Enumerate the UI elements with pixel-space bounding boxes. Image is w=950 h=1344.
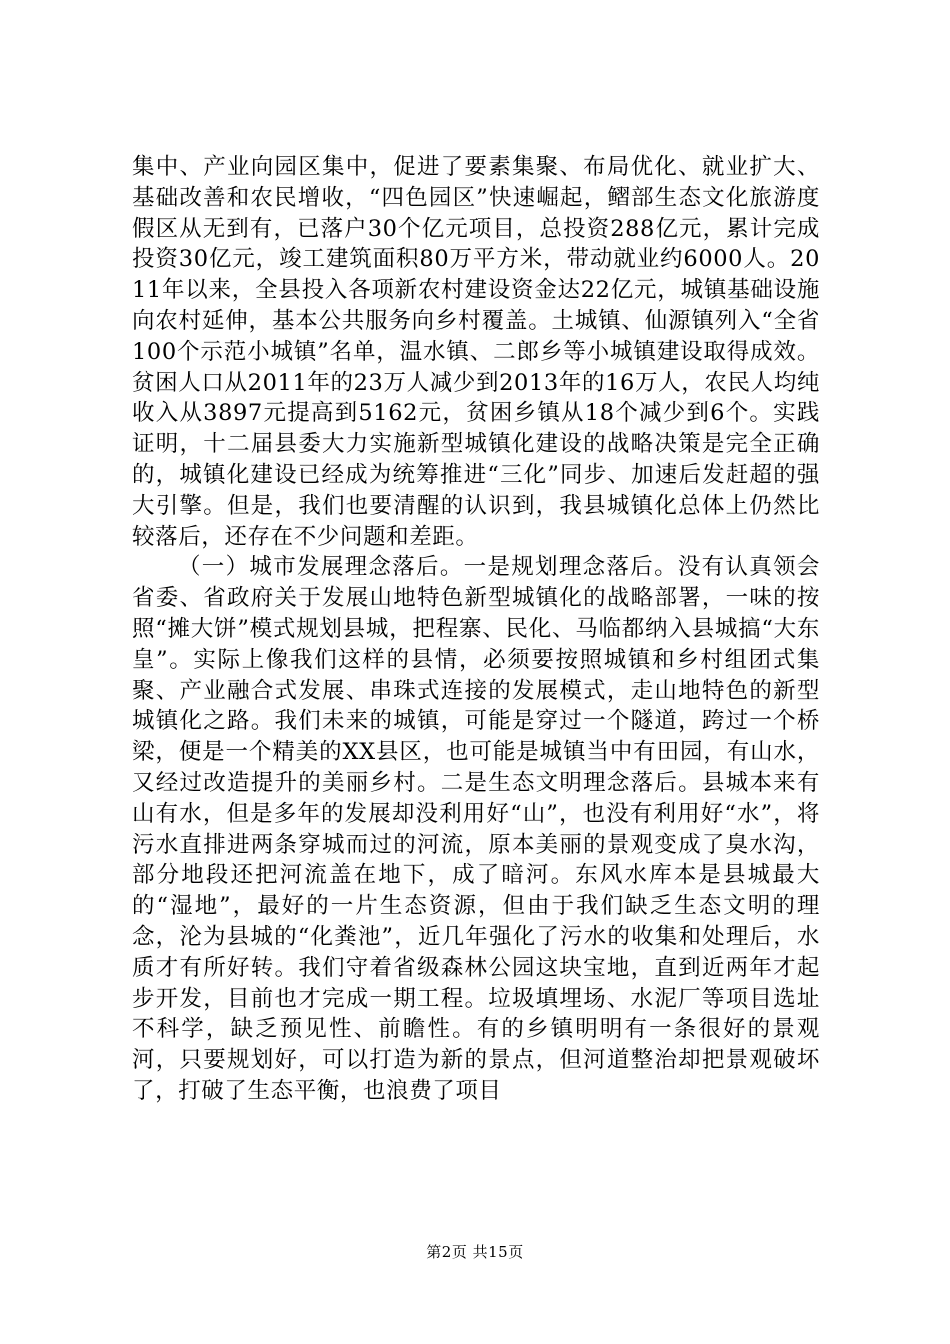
body-paragraph-1: 集中、产业向园区集中，促进了要素集聚、布局优化、就业扩大、基础改善和农民增收，“四色园区”快速崛起，鳛部生态文化旅游度假区从无到有，已落户30个亿元项目，总投资288亿元，累计完成投资30亿元，竣工建筑面积80万平方米，带动就业约6000人。2011年以来，全县投入各项新农村建设资金达22亿元，城镇基础设施向农村延伸，基本公共服务向乡村覆盖。土城镇、仙源镇列入“全省100个示范小城镇”名单，温水镇、二郎乡等小城镇建设取得成效。贫困人口从2011年的23万人减少到2013年的16万人，农民人均纯收入从3897元提高到5162元，贫困乡镇从18个减少到6个。实践证明，十二届县委大力实施新型城镇化建设的战略决策是完全正确的，城镇化建设已经成为统筹推进“三化”同步、加速后发赶超的强大引擎。但是，我们也要清醒的认识到，我县城镇化总体上仍然比较落后，还存在不少问题和差距。 bbox=[132, 154, 820, 550]
document-body bbox=[132, 152, 820, 1107]
page-number-label: 第2页 共15页 bbox=[426, 1243, 524, 1261]
page-footer bbox=[0, 1243, 950, 1261]
body-paragraph-2: （一）城市发展理念落后。一是规划理念落后。没有认真领会省委、省政府关于发展山地特色新型城镇化的战略部署，一味的按照“摊大饼”模式规划县城，把程寨、民化、马临都纳入县城搞“大东皇”。实际上像我们这样的县情，必须要按照城镇和乡村组团式集聚、产业融合式发展、串珠式连接的发展模式，走山地特色的新型城镇化之路。我们未来的城镇，可能是穿过一个隧道，跨过一个桥梁，便是一个精美的XX县区，也可能是城镇当中有田园，有山水，又经过改造提升的美丽乡村。二是生态文明理念落后。县城本来有山有水，但是多年的发展却没利用好“山”，也没有利用好“水”，将污水直排进两条穿城而过的河流，原本美丽的景观变成了臭水沟，部分地段还把河流盖在地下，成了暗河。东风水库本是县城最大的“湿地”，最好的一片生态资源，但由于我们缺乏生态文明的理念，沦为县城的“化粪池”，近几年强化了污水的收集和处理后，水质才有所好转。我们守着省级森林公园这块宝地，直到近两年才起步开发，目前也才完成一期工程。垃圾填埋场、水泥厂等项目选址不科学，缺乏预见性、前瞻性。有的乡镇明明有一条很好的景观河，只要规划好，可以打造为新的景点，但河道整治却把景观破坏了，打破了生态平衡，也浪费了项目 bbox=[132, 554, 820, 1104]
